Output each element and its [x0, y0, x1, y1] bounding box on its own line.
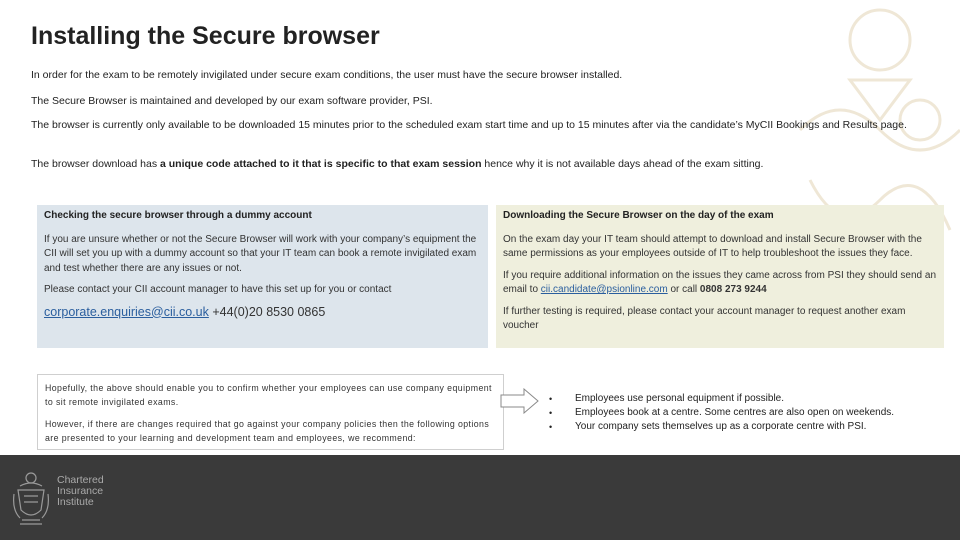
intro-paragraph-4 [31, 157, 921, 172]
logo-line-3: Institute [57, 496, 94, 508]
download-day-text: On the exam day your IT team should attempt to download and install Secure Browser with the same permissions as your employees outside of IT to help troubleshoot the issues they face. [503, 233, 922, 259]
corporate-enquiries-email-link[interactable]: corporate.enquiries@cii.co.uk [44, 304, 209, 319]
right-arrow-icon [500, 388, 540, 414]
footer-bar [0, 455, 960, 540]
psi-contact-mid: or call [667, 284, 700, 295]
intro-paragraph-3: The browser is currently only available to be downloaded 15 minutes prior to the scheduled exam start time and up to 15 minutes after via the candidate’s MyCII Bookings and Results page. [31, 119, 907, 131]
note-paragraph-2: However, if there are changes required that go against your company policies then the following options are presented to your learning and development team and employees, we recommend: [45, 419, 490, 443]
intro-p4-suffix: hence why it is not available days ahead of the exam sitting. [481, 158, 764, 170]
dummy-account-text: If you are unsure whether or not the Secure Browser will work with your company’s equipment the CII will set you up with a dummy account so that your IT team can book a remote invigilated exam and test whether there are any issues or not. [44, 233, 477, 274]
logo-line-1: Chartered [57, 474, 104, 486]
page-title: Installing the Secure browser [31, 22, 380, 50]
note-paragraph-1: Hopefully, the above should enable you to confirm whether your employees can use company equipment to sit remote invigilated exams. [45, 383, 492, 407]
intro-paragraph-2: The Secure Browser is maintained and developed by our exam software provider, PSI. [31, 95, 433, 107]
dummy-account-panel [37, 205, 488, 348]
corporate-phone: +44(0)20 8530 0865 [208, 304, 326, 319]
download-day-panel [496, 205, 944, 348]
option-item: • Your company sets themselves up as a corporate centre with PSI. [545, 420, 894, 434]
recommendation-note [37, 374, 504, 450]
option-item: • Employees book at a centre. Some centres are also open on weekends. [545, 406, 894, 420]
dummy-account-heading: Checking the secure browser through a dummy account [44, 210, 312, 221]
dummy-account-contact-text: Please contact your CII account manager to have this set up for you or contact [44, 284, 392, 295]
intro-paragraph-1: In order for the exam to be remotely invigilated under secure exam conditions, the user must have the secure browser installed. [31, 69, 623, 81]
intro-p4-prefix: The browser download has [31, 158, 160, 170]
psi-contact-text [503, 269, 937, 298]
download-day-heading: Downloading the Secure Browser on the day of the exam [503, 210, 774, 221]
intro-p4-bold: a unique code attached to it that is specific to that exam session [160, 158, 482, 170]
logo-line-2: Insurance [57, 485, 104, 497]
options-list [545, 392, 894, 434]
cii-crest-icon [12, 470, 50, 528]
option-item: • Employees use personal equipment if possible. [545, 392, 894, 406]
psi-phone: 0808 273 9244 [699, 284, 767, 295]
psi-candidate-email-link[interactable]: cii.candidate@psionline.com [540, 284, 668, 295]
psi-contact-prefix: If you require additional information on the issues they came across from PSI they should send an email to [503, 269, 937, 295]
further-testing-text: If further testing is required, please contact your account manager to request another exam voucher [503, 305, 906, 331]
cii-logo-text [57, 475, 104, 508]
